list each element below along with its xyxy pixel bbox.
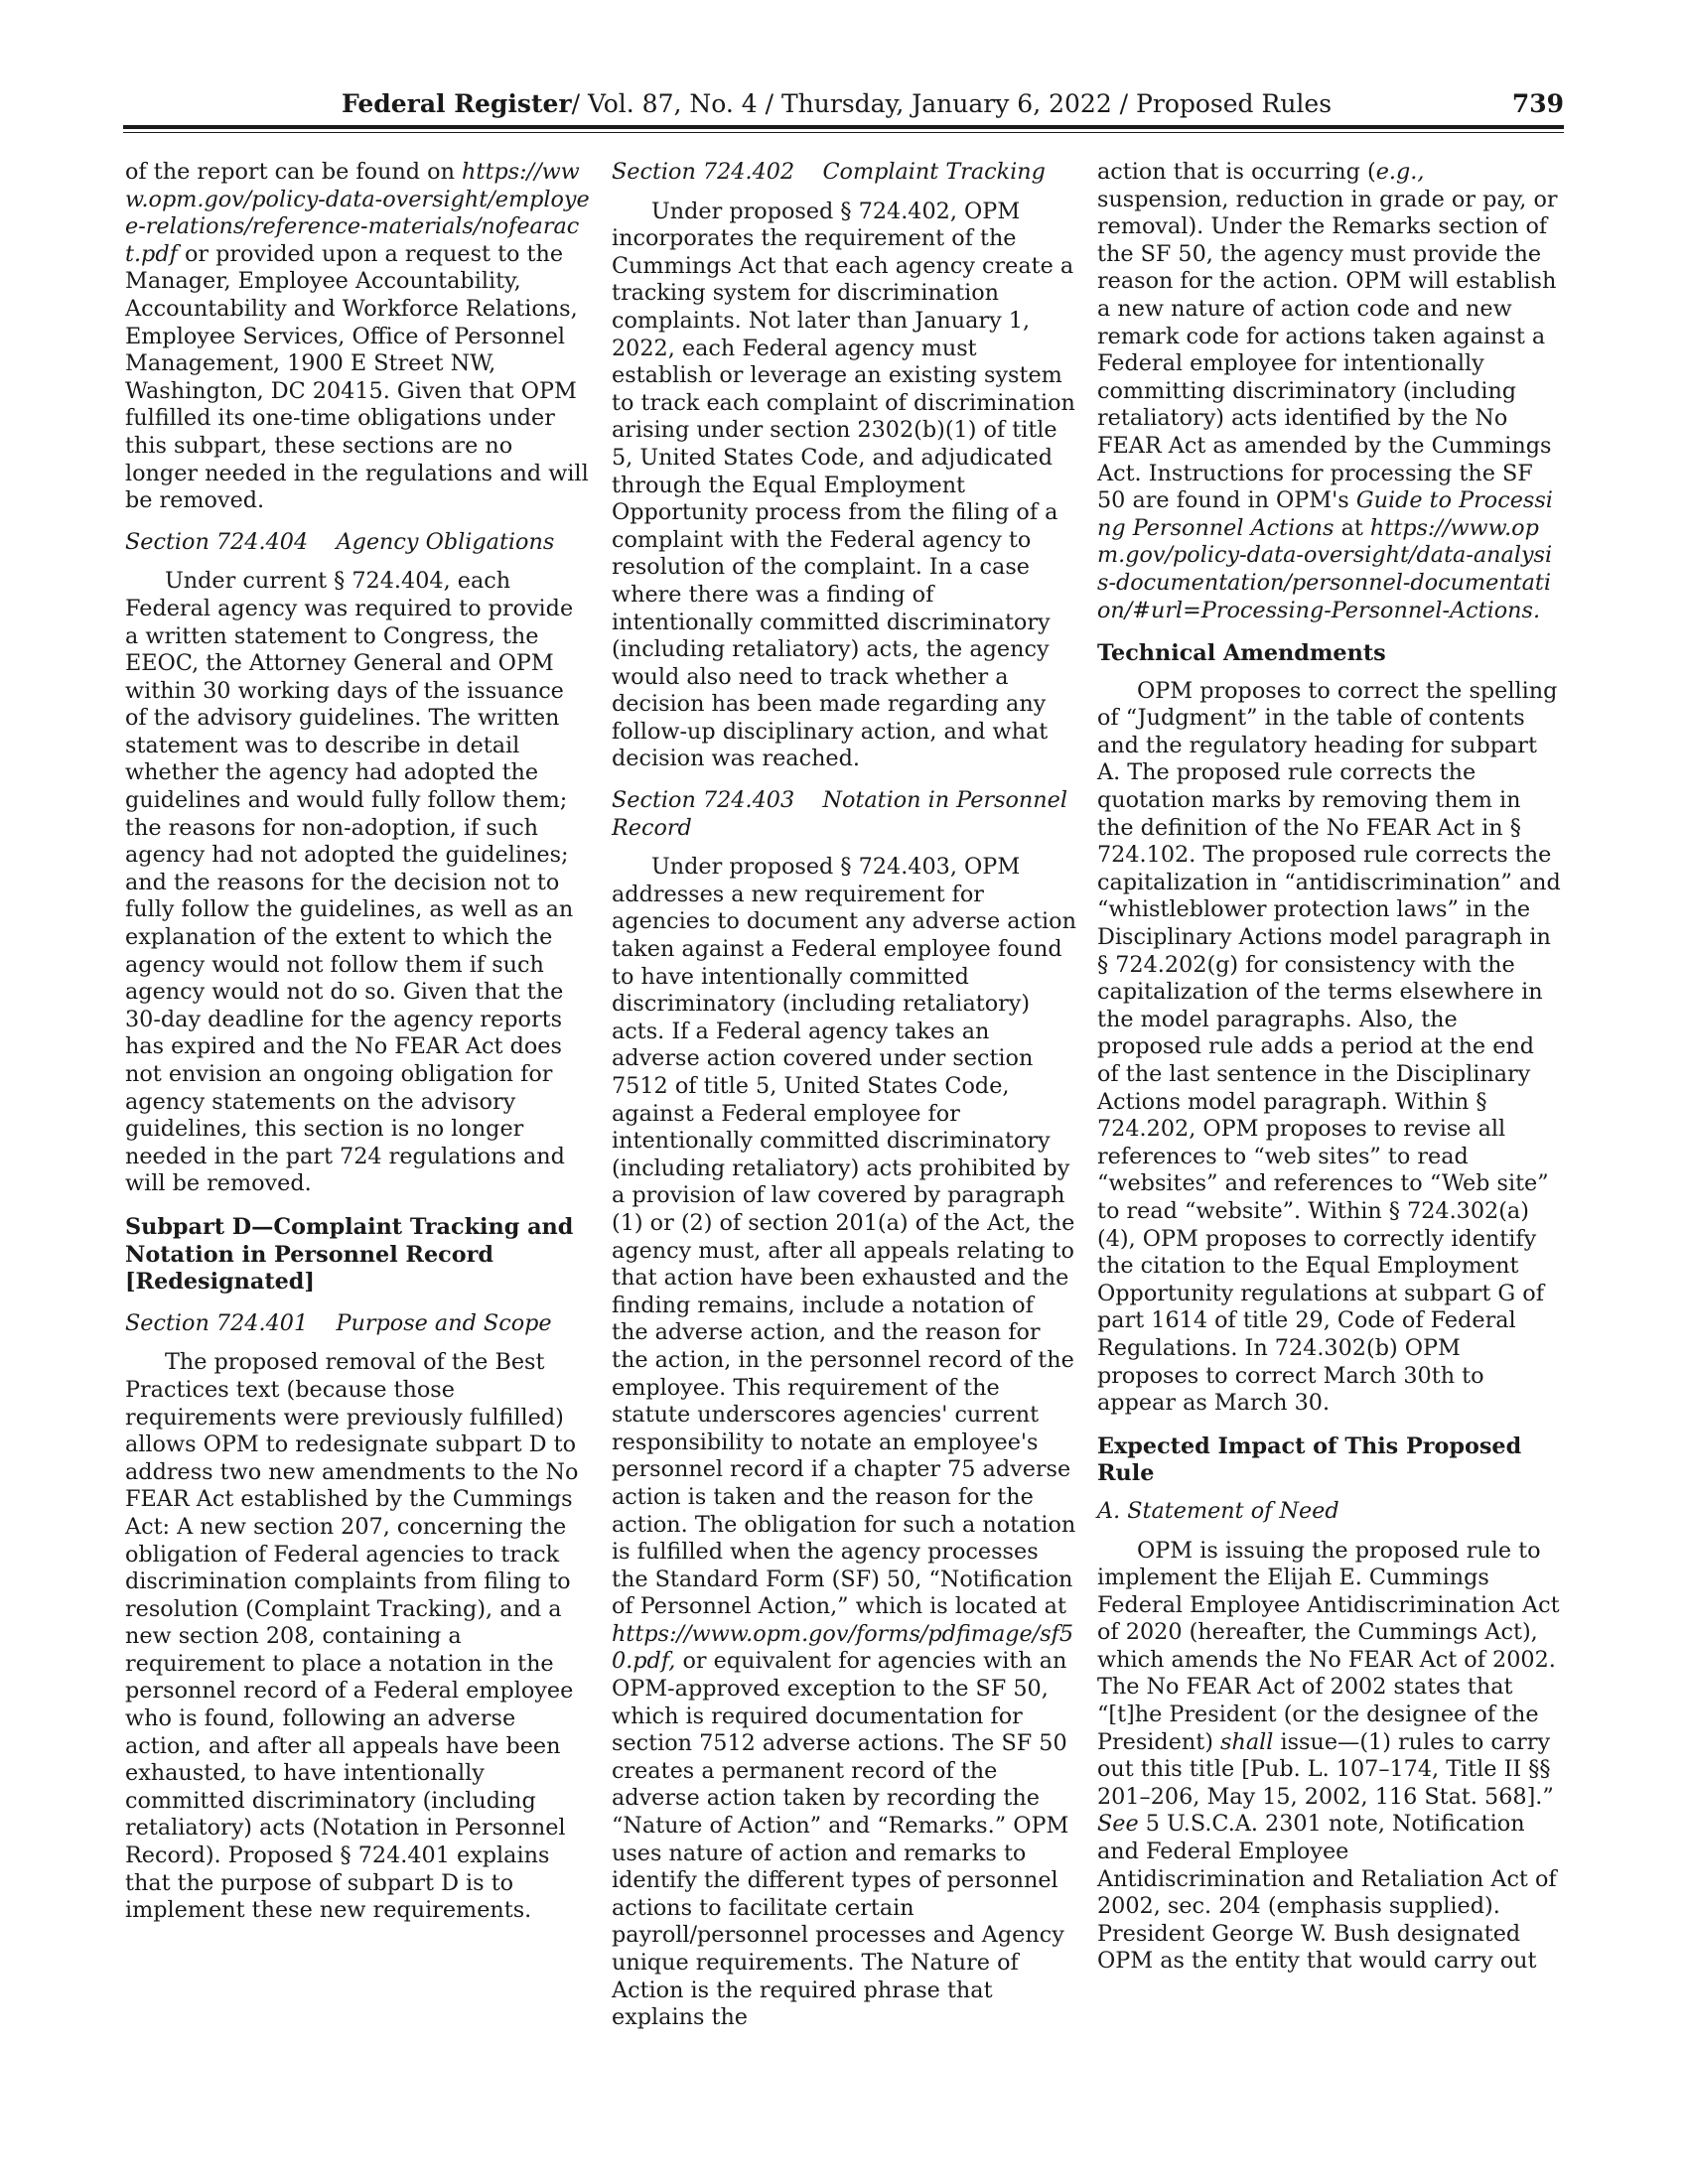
text-run: OPM is issuing the proposed rule to implement the Elijah E. Cummings Federal Employee Antidiscrimination Act of 2020 (hereafter, the Cummings Act), which amends the No FEAR Act of 2002. The No FEAR Act of 2002 states that “[t]he President (or the designee of the President) <box>1097 1537 1560 1755</box>
header-citation <box>342 89 1332 118</box>
text-run: at <box>1334 514 1370 541</box>
text-run: 5 U.S.C.A. 2301 note, Notification and Federal Employee Antidiscrimination and Retaliation Act of 2002, sec. 204 (emphasis supplied). President George W. Bush designated OPM as the entity that would carry out <box>1097 1811 1557 1975</box>
text-column-3 <box>1097 159 1562 1976</box>
text-column-1 <box>125 159 590 1925</box>
header-rule-thick <box>123 125 1564 129</box>
section-heading-724-401: Section 724.401 Purpose and Scope <box>125 1309 552 1336</box>
italic-text: e.g., <box>1375 159 1425 185</box>
paragraph <box>1097 159 1562 624</box>
section-heading-724-403: Section 724.403 Notation in Personnel Record <box>612 787 1075 841</box>
paragraph: Under current § 724.404, each Federal agency was required to provide a written statement to Congress, the EEOC, the Attorney General and OPM within 30 working days of the issuance of the advisory guidelines. The written statement was to describe in detail whether the agency had adopted the guidelines and would fully follow them; the reasons for non-adoption, if such agency had not adopted the guidelines; and the reasons for the decision not to fully follow the guidelines, as well as an explanation of the extent to which the agency would not follow them if such agency would not do so. Given that the 30-day deadline for the agency reports has expired and the No FEAR Act does not envision an ongoing obligation for agency statements on the advisory guidelines, this section is no longer needed in the part 724 regulations and will be removed. <box>125 568 574 1197</box>
page-number: 739 <box>1511 89 1564 118</box>
text-column-2 <box>612 159 1076 2032</box>
text-run: or equivalent for agencies with an OPM-approved exception to the SF 50, which is required documentation for section 7512 adverse actions. The SF 50 creates a permanent record of the adverse action taken by recording the “Nature of Action” and “Remarks.” OPM uses nature of action and remarks to identify the different types of personnel actions to facilitate certain payroll/personnel processes and Agency unique requirements. The Nature of Action is the required phrase that explains the <box>612 1648 1069 2031</box>
guide-url-link[interactable]: https://www.opm.gov/policy-data-oversight/data-analysis-documentation/personnel-documentation/#url=Processing-Personnel-Actions. <box>1097 514 1553 623</box>
sf50-url-link[interactable]: https://www.opm.gov/forms/pdfimage/sf50.pdf, <box>612 1620 1074 1675</box>
text-run: Under proposed § 724.403, OPM addresses a new requirement for agencies to document any adverse action taken against a Federal employee found to have intentionally committed discriminatory (including retaliatory) acts. If a Federal agency takes an adverse action covered under section 7512 of title 5, United States Code, against a Federal employee for intentionally committed discriminatory (including retaliatory) acts prohibited by a provision of law covered by paragraph (1) or (2) of section 201(a) of the Act, the agency must, after all appeals relating to that action have been exhausted and the finding remains, include a notation of the adverse action, and the reason for the action, in the personnel record of the employee. This requirement of the statute underscores agencies' current responsibility to notate an employee's personnel record if a chapter 75 adverse action is taken and the reason for the action. The obligation for such a notation is fulfilled when the agency processes the Standard Form (SF) 50, “Notification of Personnel Action,” which is located at <box>612 854 1076 1620</box>
paragraph: Under proposed § 724.402, OPM incorporates the requirement of the Cummings Act that each agency create a tracking system for discrimination complaints. Not later than January 1, 2022, each Federal agency must establish or leverage an existing system to track each complaint of discrimination arising under section 2302(b)(1) of title 5, United States Code, and adjudicated through the Equal Employment Opportunity process from the filing of a complaint with the Federal agency to resolution of the complaint. In a case where there was a finding of intentionally committed discriminatory (including retaliatory) acts, the agency would also need to track whether a decision has been made regarding any follow-up disciplinary action, and what decision was reached. <box>612 198 1075 772</box>
text-run: or provided upon a request to the Manager, Employee Accountability, Accountability and Workforce Relations, Employee Services, Office of Personnel Management, 1900 E Street NW, Washington, DC 20415. Given that OPM fulfilled its one-time obligations under this subpart, these sections are no longer needed in the regulations and will be removed. <box>125 240 589 514</box>
paragraph <box>612 854 1076 2032</box>
text-run: action that is occurring ( <box>1097 159 1376 185</box>
section-heading-724-402: Section 724.402 Complaint Tracking <box>612 159 1046 185</box>
paragraph <box>125 159 590 515</box>
statement-of-need-heading: A. Statement of Need <box>1097 1497 1339 1524</box>
section-heading-724-404: Section 724.404 Agency Obligations <box>125 528 555 555</box>
text-run: suspension, reduction in grade or pay, or removal). Under the Remarks section of the SF 50, the agency must provide the reason for the action. OPM will establish a new nature of action code and new remark code for actions taken against a Federal employee for intentionally committing discriminatory (including retaliatory) acts identified by the No FEAR Act as amended by the Cummings Act. Instructions for processing the SF 50 are found in OPM's <box>1097 186 1558 514</box>
paragraph <box>1097 1538 1562 1977</box>
guide-title: Guide to Processing Personnel Actions <box>1097 487 1553 541</box>
text-run: of the report can be found on <box>125 159 463 185</box>
publication-name: Federal Register <box>342 89 572 118</box>
paragraph: OPM proposes to correct the spelling of “Judgment” in the table of contents and the regulatory heading for subpart A. The proposed rule corrects the quotation marks by removing them in the definition of the No FEAR Act in § 724.102. The proposed rule corrects the capitalization in “antidiscrimination” and “whistleblower protection laws” in the Disciplinary Actions model paragraph in § 724.202(g) for consistency with the capitalization of the terms elsewhere in the model paragraphs. Also, the proposed rule adds a period at the end of the last sentence in the Disciplinary Actions model paragraph. Within § 724.202, OPM proposes to revise all references to “web sites” to read “websites” and references to “Web site” to read “website”. Within § 724.302(a)(4), OPM proposes to correctly identify the citation to the Equal Employment Opportunity regulations at subpart G of part 1614 of title 29, Code of Federal Regulations. In 724.302(b) OPM proposes to correct March 30th to appear as March 30. <box>1097 677 1561 1417</box>
paragraph: The proposed removal of the Best Practices text (because those requirements were previously fulfilled) allows OPM to redesignate subpart D to address two new amendments to the No FEAR Act established by the Cummings Act: A new section 207, concerning the obligation of Federal agencies to track discrimination complaints from filing to resolution (Complaint Tracking), and a new section 208, containing a requirement to place a notation in the personnel record of a Federal employee who is found, following an adverse action, and after all appeals have been exhausted, to have intentionally committed discriminatory (including retaliatory) acts (Notation in Personnel Record). Proposed § 724.401 explains that the purpose of subpart D is to implement these new requirements. <box>125 1349 579 1924</box>
italic-text: See <box>1097 1811 1139 1838</box>
expected-impact-heading: Expected Impact of This Proposed Rule <box>1097 1433 1522 1487</box>
volume-issue-date: / Vol. 87, No. 4 / Thursday, January 6, 2022 / Proposed Rules <box>571 89 1333 118</box>
report-url-link[interactable]: https://www.opm.gov/policy-data-oversight/employee-relations/reference-materials/nofearact.pdf <box>125 159 590 267</box>
technical-amendments-heading: Technical Amendments <box>1097 640 1386 667</box>
subpart-d-heading: Subpart D—Complaint Tracking and Notation in Personnel Record [Redesignated] <box>125 1213 574 1296</box>
text-run: issue—(1) rules to carry out this title [Pub. L. 107–174, Title II §§ 201–206, May 15, 2002, 116 Stat. 568].” <box>1097 1728 1554 1810</box>
italic-text: shall <box>1220 1728 1274 1755</box>
header-rule-thin <box>123 132 1564 133</box>
